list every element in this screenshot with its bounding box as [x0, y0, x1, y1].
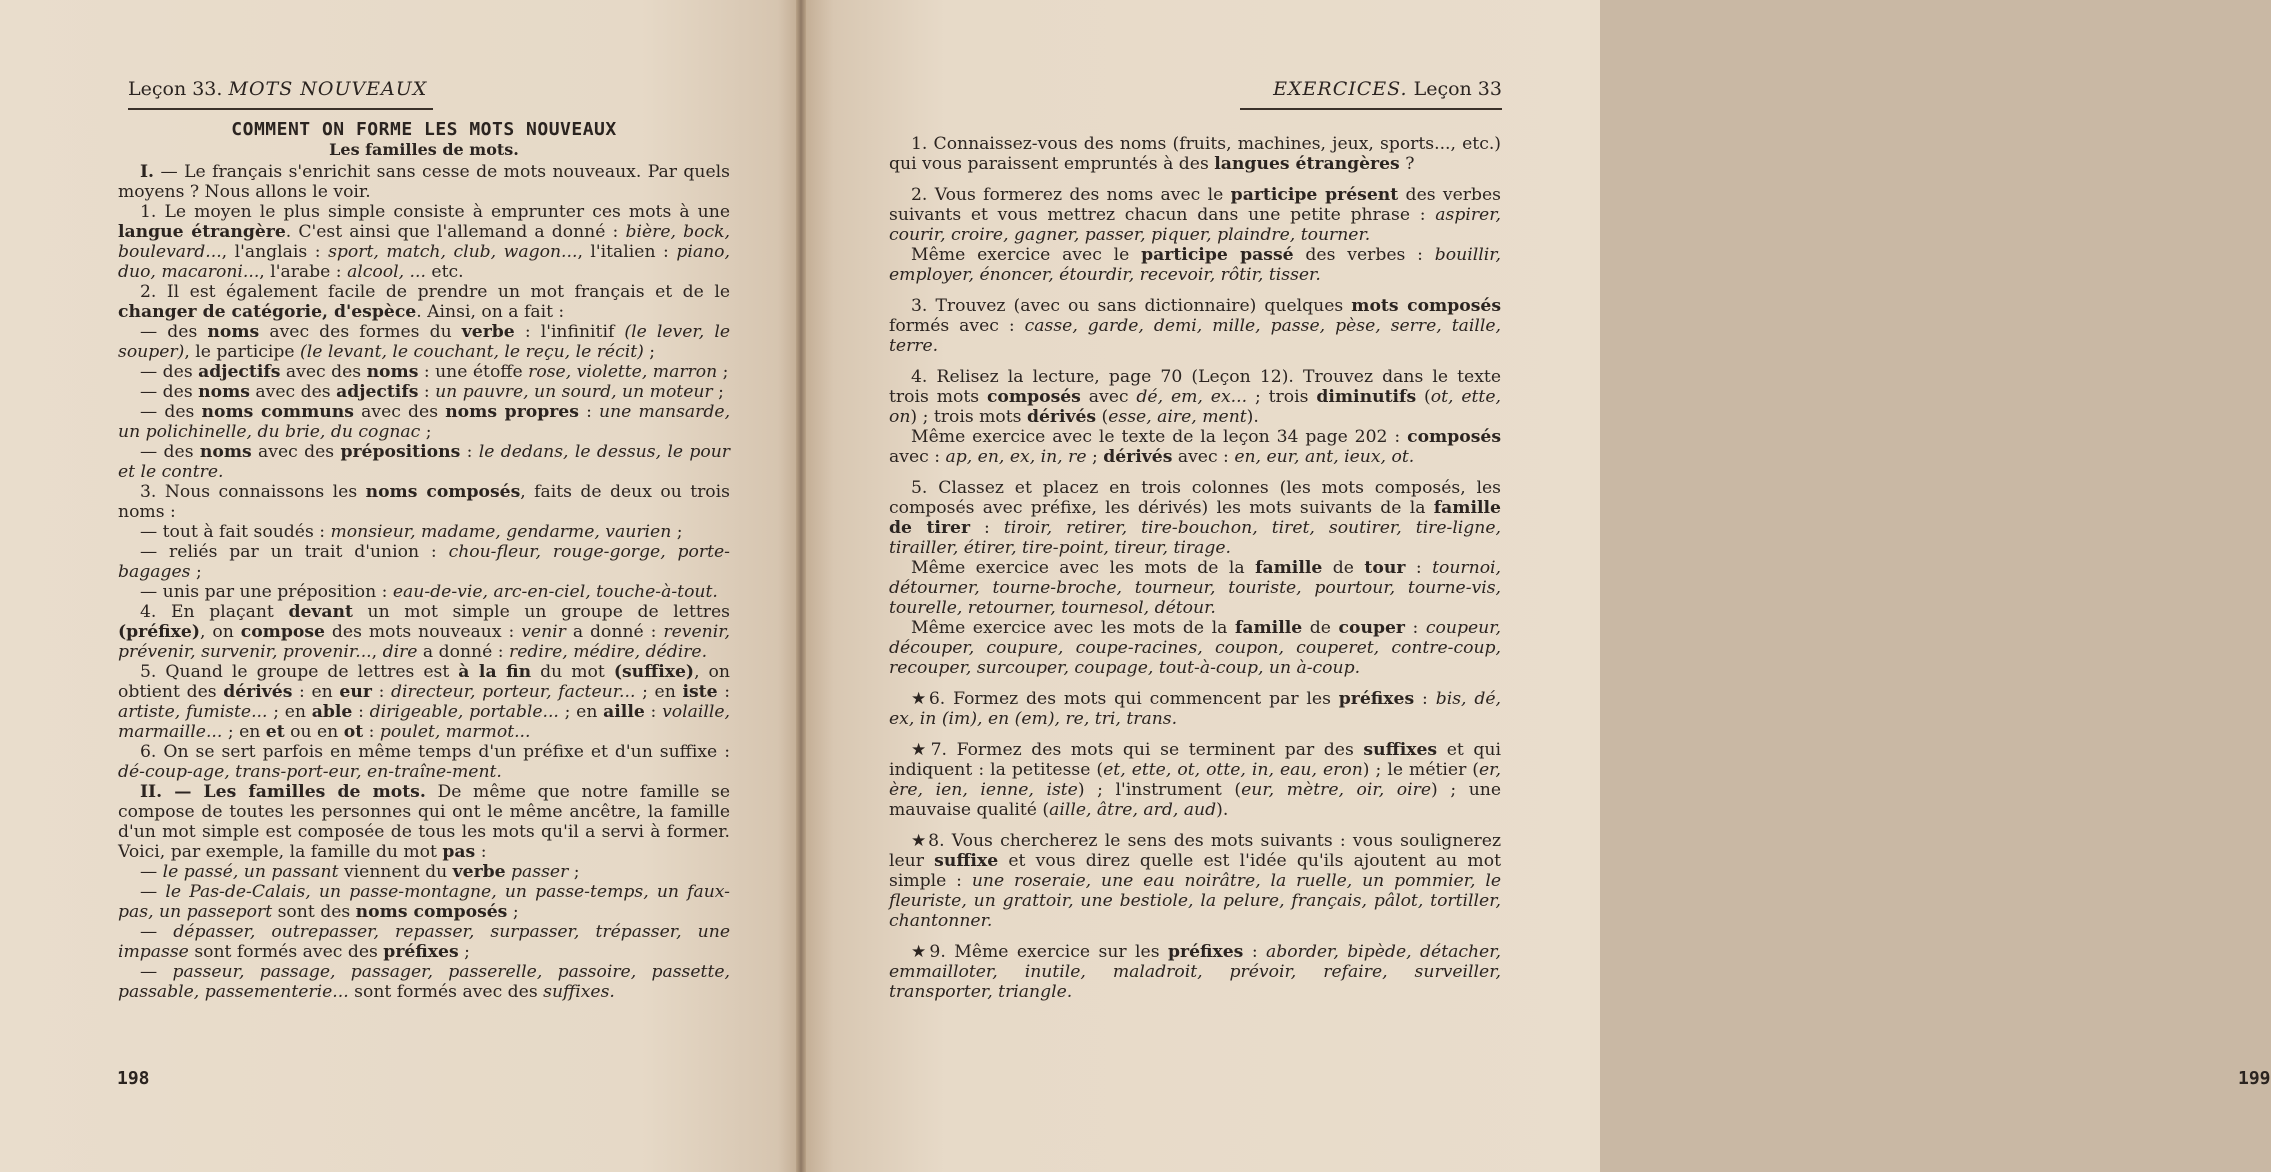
lesson-paragraph: — le passé, un passant viennent du verbe passer ; [140, 862, 580, 882]
lesson-paragraph: — des noms avec des formes du verbe : l'infinitif (le lever, le souper), le participe (le levant, le couchant, le reçu, le récit) ; [118, 322, 730, 362]
exercise-paragraph: 2. Vous formerez des noms avec le participe présent des verbes suivants et vous mettrez chacun dans une petite phrase : aspirer, courir, croire, gagner, passer, piquer, plaindre, tourner. [889, 185, 1501, 245]
lesson-paragraph: II. — Les familles de mots. De même que notre famille se compose de toutes les personnes qui ont le même ancêtre, la famille d'un mot simple est composée de tous les mots qu'il a servi à former. Voici, par exemple, la famille du mot pas : [118, 782, 731, 862]
lesson-label-right: Leçon 33 [1413, 78, 1502, 100]
exercise-7 [889, 740, 1501, 820]
lesson-paragraph: — reliés par un trait d'union : chou-fleur, rouge-gorge, porte-bagages ; [118, 542, 730, 582]
lesson-paragraph: — des noms avec des prépositions : le dedans, le dessus, le pour et le contre. [118, 442, 731, 482]
exercise-4 [889, 367, 1501, 467]
lesson-paragraph: I. — Le français s'enrichit sans cesse de mots nouveaux. Par quels moyens ? Nous allons le voir. [118, 162, 730, 202]
lesson-paragraph: — tout à fait soudés : monsieur, madame, gendarme, vaurien ; [140, 522, 683, 542]
left-column [118, 120, 730, 1002]
lesson-paragraph: — des noms avec des adjectifs : un pauvre, un sourd, un moteur ; [140, 382, 724, 402]
exercise-paragraph: Même exercice avec le texte de la leçon 34 page 202 : composés avec : ap, en, ex, in, re ; dérivés avec : en, eur, ant, ieux, ot. [889, 427, 1501, 467]
lesson-paragraph: 1. Le moyen le plus simple consiste à emprunter ces mots à une langue étrangère. C'est ainsi que l'allemand a donné : bière, bock, boulevard..., l'anglais : sport, match, club, wagon..., l'italien : piano, duo, macaroni..., l'arabe : alcool, ... etc. [118, 202, 730, 282]
lesson-paragraph: 4. En plaçant devant un mot simple un groupe de lettres (préfixe), on compose des mots nouveaux : venir a donné : revenir, prévenir, survenir, provenir..., dire a donné : redire, médire, dédire. [118, 602, 731, 662]
right-page [802, 0, 2271, 1172]
exercise-6 [889, 689, 1501, 729]
left-body [118, 162, 730, 1002]
exercise-8 [889, 831, 1501, 931]
lesson-paragraph: 5. Quand le groupe de lettres est à la fin du mot (suffixe), on obtient des dérivés : en eur : directeur, porteur, facteur... ; en iste : artiste, fumiste... ; en able : dirigeable, portable... ; en aille : volaille, marmaille... ; en et ou en ot : poulet, marmot... [118, 662, 731, 742]
exercise-paragraph: 4. Relisez la lecture, page 70 (Leçon 12). Trouvez dans le texte trois mots composés avec dé, em, ex... ; trois diminutifs (ot, ette, on) ; trois mots dérivés (esse, aire, ment). [889, 367, 1501, 427]
right-page-number: 199 [2238, 1068, 2271, 1089]
exercise-5 [889, 478, 1501, 678]
lesson-paragraph: 6. On se sert parfois en même temps d'un préfixe et d'un suffixe : dé-coup-age, trans-port-eur, en-traîne-ment. [118, 742, 730, 782]
exercise-9 [889, 942, 1501, 1002]
left-running-head [128, 78, 433, 110]
exercise-3 [889, 296, 1501, 356]
section-subtitle: Les familles de mots. [329, 140, 519, 159]
exercise-paragraph: ★9. Même exercice sur les préfixes : aborder, bipède, détacher, emmailloter, inutile, maladroit, prévoir, refaire, surveiller, transporter, triangle. [889, 942, 1501, 1002]
lesson-label: Leçon 33. [128, 78, 223, 100]
lesson-paragraph: — des noms communs avec des noms propres : une mansarde, un polichinelle, du brie, du cognac ; [118, 402, 731, 442]
lesson-paragraph: — dépasser, outrepasser, repasser, surpasser, trépasser, une impasse sont formés avec des préfixes ; [118, 922, 730, 962]
exercise-paragraph: Même exercice avec les mots de la famille de tour : tournoi, détourner, tourne-broche, tourneur, touriste, pourtour, tourne-vis, tourelle, retourner, tournesol, détour. [889, 558, 1501, 618]
right-running-head [1240, 78, 1502, 110]
exercise-2 [889, 185, 1501, 285]
book-gutter [796, 0, 806, 1172]
lesson-paragraph: — le Pas-de-Calais, un passe-montagne, un passe-temps, un faux-pas, un passeport sont des noms composés ; [118, 882, 730, 922]
exercises-title: EXERCICES. [1273, 78, 1408, 100]
exercise-paragraph: Même exercice avec le participe passé des verbes : bouillir, employer, énoncer, étourdir, recevoir, rôtir, tisser. [889, 245, 1501, 285]
lesson-paragraph: — passeur, passage, passager, passerelle, passoire, passette, passable, passementerie... sont formés avec des suffixes. [118, 962, 730, 1002]
exercise-paragraph: 5. Classez et placez en trois colonnes (les mots composés, les composés avec préfixe, les dérivés) les mots suivants de la famille de tirer : tiroir, retirer, tire-bouchon, tiret, soutirer, tire-ligne, tirailler, étirer, tire-point, tireur, tirage. [889, 478, 1502, 558]
left-page-number: 198 [117, 1068, 150, 1089]
exercise-1 [889, 134, 1501, 174]
exercise-paragraph: 1. Connaissez-vous des noms (fruits, machines, jeux, sports..., etc.) qui vous paraissent empruntés à des langues étrangères ? [889, 134, 1501, 174]
left-page [0, 0, 802, 1172]
right-body [889, 134, 1501, 1002]
exercise-paragraph: Même exercice avec les mots de la famille de couper : coupeur, découper, coupure, coupe-racines, coupon, couperet, contre-coup, recouper, surcouper, coupage, tout-à-coup, un à-coup. [889, 618, 1501, 678]
right-column [889, 134, 1501, 1013]
section-title: COMMENT ON FORME LES MOTS NOUVEAUX [231, 119, 617, 140]
exercise-paragraph: 3. Trouvez (avec ou sans dictionnaire) quelques mots composés formés avec : casse, garde, demi, mille, passe, pèse, serre, taille, terre. [889, 296, 1502, 356]
lesson-paragraph: — des adjectifs avec des noms : une étoffe rose, violette, marron ; [140, 362, 729, 382]
exercise-paragraph: ★8. Vous chercherez le sens des mots suivants : vous soulignerez leur suffixe et vous direz quelle est l'idée qu'ils ajoutent au mot simple : une roseraie, une eau noirâtre, la ruelle, un pommier, le fleuriste, un grattoir, une bestiole, la pelure, français, pâlot, tortiller, chantonner. [889, 831, 1501, 931]
lesson-title: MOTS NOUVEAUX [228, 78, 428, 100]
exercise-paragraph: ★7. Formez des mots qui se terminent par des suffixes et qui indiquent : la petitesse (et, ette, ot, otte, in, eau, eron) ; le métier (er, ère, ien, ienne, iste) ; l'instrument (eur, mètre, oir, oire) ; une mauvaise qualité (aille, âtre, ard, aud). [889, 740, 1502, 820]
lesson-paragraph: — unis par une préposition : eau-de-vie, arc-en-ciel, touche-à-tout. [140, 582, 718, 602]
exercise-paragraph: ★6. Formez des mots qui commencent par les préfixes : bis, dé, ex, in (im), en (em), re, tri, trans. [889, 689, 1501, 729]
lesson-paragraph: 3. Nous connaissons les noms composés, faits de deux ou trois noms : [118, 482, 730, 522]
lesson-paragraph: 2. Il est également facile de prendre un mot français et de le changer de catégorie, d'espèce. Ainsi, on a fait : [118, 282, 730, 322]
